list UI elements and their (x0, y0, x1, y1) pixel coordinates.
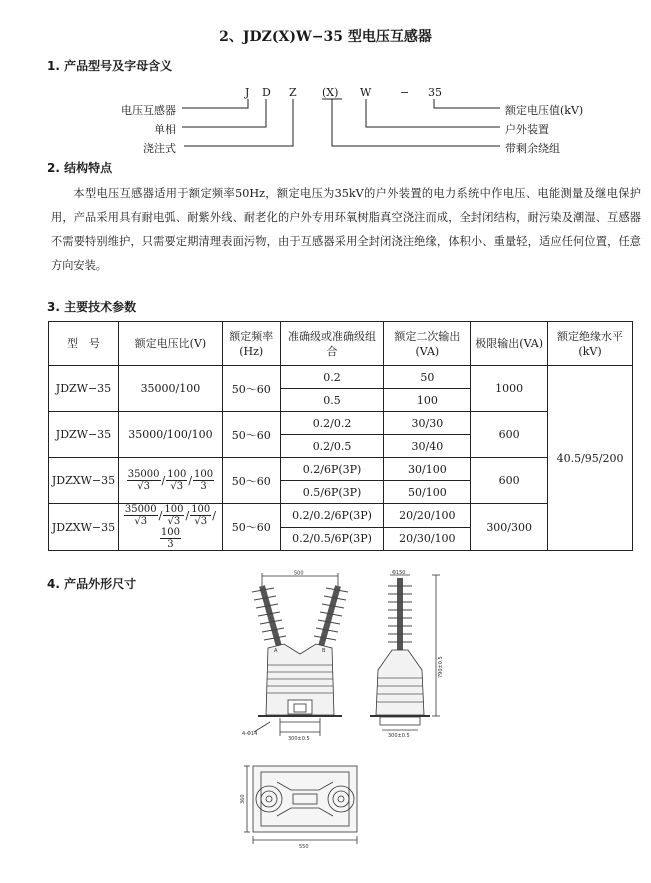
front-top-width: 500 (294, 570, 304, 577)
cell-frequency: 50～60 (222, 458, 280, 504)
frac-denominator: √3 (170, 481, 184, 492)
terminal-b-label: B (322, 648, 326, 654)
label-cast-type: 浇注式 (143, 142, 176, 155)
cell-accuracy: 0.2/0.5 (280, 435, 384, 458)
terminal-a-label: A (274, 648, 278, 654)
right-insulator-sheds (314, 586, 348, 650)
structure-description: 本型电压互感器适用于额定频率50Hz，额定电压为35kV的户外装置的电力系统中作电压、电能测量及继电保护用，产品采用具有耐电弧、耐紫外线、耐老化的户外专用环氧树脂真空浇注而成，全封闭结构，耐污染及潮湿、互感器不需要特别维护，只需要定期清理表面污物，由于互感器采用全封闭浇注绝缘，体积小、重量轻，适应任何位置，任意方向安装。 (51, 187, 641, 272)
label-rated-voltage: 额定电压值(kV) (505, 104, 584, 117)
label-residual-winding: 带剩余绕组 (505, 142, 560, 155)
page-title: 2、JDZ(X)W−35 型电压互感器 (219, 29, 432, 45)
header-secondary-output: 额定二次输出(VA) (384, 322, 471, 366)
label-single-phase: 单相 (154, 123, 176, 136)
left-insulator-sheds (252, 586, 286, 650)
header-frequency: 额定频率(Hz) (222, 322, 280, 366)
letter-dash: − (400, 86, 410, 99)
frac-numerator: 100 (160, 527, 180, 538)
front-base-span: 300±0.5 (288, 736, 310, 742)
letter-d: D (262, 86, 271, 99)
label-voltage-transformer: 电压互感器 (121, 104, 176, 117)
header-limit-output: 极限输出(VA) (471, 322, 548, 366)
cell-limit: 300/300 (471, 504, 548, 551)
table-row (49, 366, 633, 389)
label-outdoor: 户外装置 (505, 123, 549, 136)
frac-numerator: 100 (194, 469, 214, 480)
front-view-drawing (240, 570, 360, 745)
cell-limit: 600 (471, 412, 548, 458)
cell-accuracy: 0.5 (280, 389, 384, 412)
cell-output: 20/20/100 (384, 504, 471, 528)
cell-output: 20/30/100 (384, 527, 471, 551)
letter-j: J (245, 86, 250, 99)
cell-ratio: $\frac{35000}{√3}$ / $\frac{100}{√3}$ / $\frac{100}{√3}$ / $\frac{100}{3}$ (118, 504, 222, 551)
section3-heading: 3. 主要技术参数 (47, 300, 137, 314)
table-row (49, 504, 633, 528)
letter-z: Z (289, 86, 297, 99)
cell-limit: 1000 (471, 366, 548, 412)
side-view-drawing (360, 570, 460, 745)
cell-output: 30/40 (384, 435, 471, 458)
ratio-fraction (124, 504, 158, 527)
header-accuracy: 准确级或准确级组合 (280, 322, 384, 366)
cell-accuracy: 0.2 (280, 366, 384, 389)
cell-accuracy: 0.2/0.2 (280, 412, 384, 435)
section4-heading: 4. 产品外形尺寸 (47, 577, 137, 591)
cell-frequency: 50～60 (222, 412, 280, 458)
frac-denominator: √3 (194, 516, 208, 527)
table-header-row (49, 322, 633, 366)
cell-ratio: $\frac{35000}{√3}$ / $\frac{100}{√3}$ / $\frac{100}{3}$ (118, 458, 222, 504)
cell-model: JDZXW−35 (49, 504, 119, 551)
cell-ratio: 35000/100/100 (118, 412, 222, 458)
side-base-span: 300±0.5 (388, 733, 410, 739)
frac-denominator: √3 (137, 481, 150, 492)
cell-model: JDZXW−35 (49, 458, 119, 504)
cell-insulation: 40.5/95/200 (548, 366, 633, 551)
letter-35: 35 (428, 86, 442, 99)
top-width: 550 (299, 844, 309, 850)
frac-numerator: 100 (191, 504, 211, 515)
top-view-drawing (235, 760, 365, 850)
frac-numerator: 100 (164, 504, 184, 515)
frac-denominator: √3 (167, 516, 181, 527)
letter-w: W (360, 86, 372, 99)
ratio-fraction (127, 469, 161, 492)
ratio-fraction (163, 504, 184, 527)
cell-frequency: 50～60 (222, 504, 280, 551)
ratio-fraction (160, 527, 181, 550)
frac-numerator: 35000 (127, 469, 160, 480)
cell-limit: 600 (471, 458, 548, 504)
table-row (49, 412, 633, 435)
section1-heading: 1. 产品型号及字母含义 (47, 59, 173, 73)
cell-accuracy: 0.2/6P(3P) (280, 458, 384, 481)
front-hole-spec: 4-Φ14 (242, 731, 258, 737)
side-top-diameter: Φ150 (392, 570, 406, 576)
ratio-fraction (193, 469, 214, 492)
frac-numerator: 100 (167, 469, 187, 480)
letter-x: (X) (322, 86, 339, 99)
cell-frequency: 50～60 (222, 366, 280, 412)
designation-connector-lines (0, 0, 651, 170)
top-depth: 360 (240, 794, 246, 804)
table-row (49, 458, 633, 481)
cell-accuracy: 0.2/0.5/6P(3P) (280, 527, 384, 551)
frac-numerator: 35000 (124, 504, 157, 515)
cell-output: 100 (384, 389, 471, 412)
section2-heading: 2. 结构特点 (47, 161, 113, 175)
cell-output: 30/100 (384, 458, 471, 481)
cell-model: JDZW−35 (49, 366, 119, 412)
header-voltage-ratio: 额定电压比(V) (118, 322, 222, 366)
frac-denominator: 3 (200, 481, 207, 492)
cell-output: 50/100 (384, 481, 471, 504)
cell-output: 30/30 (384, 412, 471, 435)
side-height: 790±0.5 (438, 656, 444, 678)
cell-model: JDZW−35 (49, 412, 119, 458)
header-model: 型 号 (49, 322, 119, 366)
frac-denominator: √3 (134, 516, 148, 527)
cell-accuracy: 0.5/6P(3P) (280, 481, 384, 504)
header-insulation: 额定绝缘水平(kV) (548, 322, 633, 366)
ratio-fraction (166, 469, 187, 492)
spec-table (48, 321, 633, 551)
cell-accuracy: 0.2/0.2/6P(3P) (280, 504, 384, 528)
frac-denominator: 3 (167, 539, 174, 550)
cell-output: 50 (384, 366, 471, 389)
cell-ratio: 35000/100 (118, 366, 222, 412)
ratio-fraction (190, 504, 211, 527)
